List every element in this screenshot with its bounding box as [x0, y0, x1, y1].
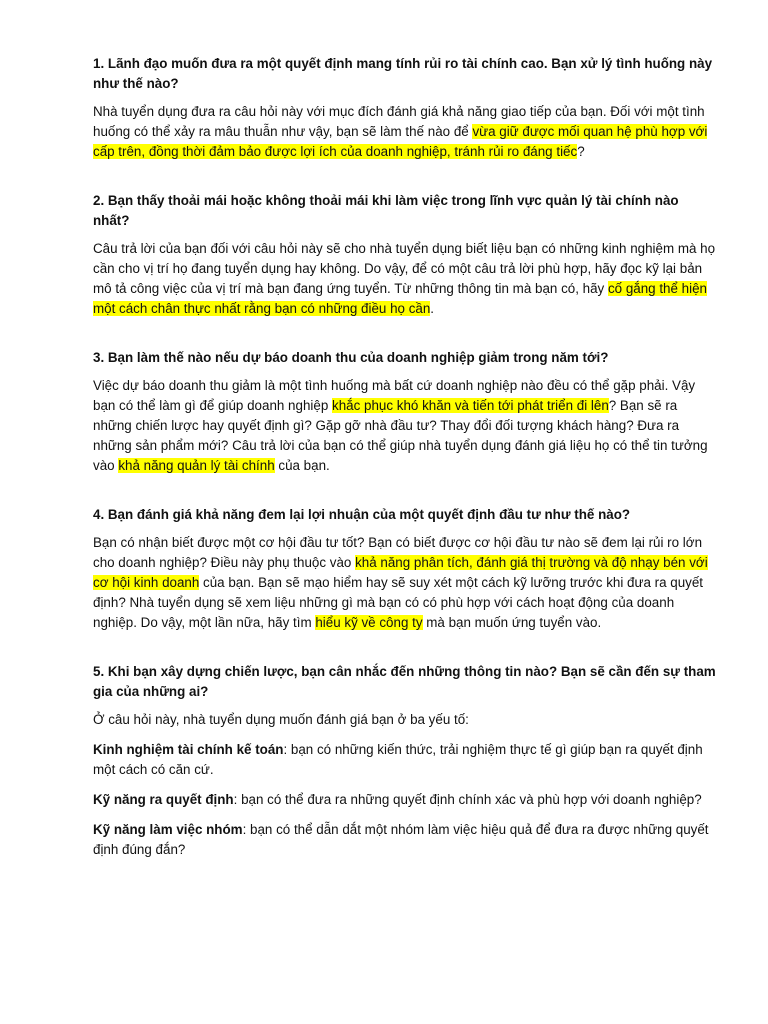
- highlighted-text: khả năng quản lý tài chính: [118, 458, 275, 473]
- text-run: Câu trả lời của bạn đối với câu hỏi này sẽ cho nhà tuyển dụng biết liệu bạn có những kinh nghiệm mà họ cần cho vị trí họ đang tuyển dụng hay không. Do vậy, để có một câu trả lời phù hợp, hãy đọc kỹ lại bản mô tả công việc của vị trí mà bạn đang ứng tuyển. Từ những thông tin mà bạn có, hãy: [93, 241, 716, 296]
- text-run: Việc dự báo doanh thu giảm là một tình huống mà bất cứ doanh nghiệp nào đều có thể gặp phải. Vậy bạn có thể làm gì để giúp doanh nghiệp: [93, 378, 696, 413]
- factor-term: Kỹ năng ra quyết định: [93, 792, 234, 807]
- text-run: ? Bạn sẽ ra những chiến lược hay quyết định gì? Gặp gỡ nhà đầu tư? Thay đổi đối tượng khách hàng? Đưa ra những sản phẩm mới? Câu trả lời của bạn có thể giúp nhà tuyển dụng đánh giá liệu họ có thể tin tưởng vào: [93, 398, 708, 473]
- answer-5-intro: Ở câu hỏi này, nhà tuyển dụng muốn đánh giá bạn ở ba yếu tố:: [93, 712, 469, 727]
- factor-term: Kinh nghiệm tài chính kế toán: [93, 742, 284, 757]
- highlighted-text: cố gắng thể hiện một cách chân thực nhất rằng bạn có những điều họ cần: [93, 281, 707, 316]
- text-run: Nhà tuyển dụng đưa ra câu hỏi này với mục đích đánh giá khả năng giao tiếp của bạn. Đối với một tình huống có thể xảy ra mâu thuẫn như vậy, bạn sẽ làm thế nào để: [93, 104, 705, 139]
- section-4: [93, 505, 716, 633]
- section-3: [93, 348, 716, 476]
- factor-item: [93, 820, 716, 860]
- factor-desc: : bạn có những kiến thức, trải nghiệm thực tế gì giúp bạn ra quyết định một cách có căn cứ.: [93, 742, 703, 777]
- factor-term: Kỹ năng làm việc nhóm: [93, 822, 243, 837]
- factor-item: [93, 740, 716, 780]
- question-2: 2. Bạn thấy thoải mái hoặc không thoải mái khi làm việc trong lĩnh vực quản lý tài chính nào nhất?: [93, 193, 679, 228]
- highlighted-text: khả năng phân tích, đánh giá thị trường và độ nhạy bén với cơ hội kinh doanh: [93, 555, 708, 590]
- highlighted-text: vừa giữ được mối quan hệ phù hợp với cấp trên, đồng thời đảm bảo được lợi ích của doanh nghiệp, tránh rủi ro đáng tiếc: [93, 124, 708, 159]
- text-run: của bạn. Bạn sẽ mạo hiểm hay sẽ suy xét một cách kỹ lưỡng trước khi đưa ra quyết định? Nhà tuyển dụng sẽ xem liệu những gì mà bạn có có phù hợp với cách hoạt động của doanh nghiệp. Do vậy, một lần nữa, hãy tìm: [93, 575, 703, 630]
- section-5: [93, 662, 716, 860]
- factor-item: [93, 790, 716, 810]
- factor-desc: : bạn có thể dẫn dắt một nhóm làm việc hiệu quả để đưa ra được những quyết định đúng đắn?: [93, 822, 709, 857]
- question-5: 5. Khi bạn xây dựng chiến lược, bạn cân nhắc đến những thông tin nào? Bạn sẽ cần đến sự tham gia của những ai?: [93, 664, 716, 699]
- section-1: [93, 54, 716, 162]
- answer-4: [93, 533, 716, 633]
- text-run: ?: [577, 144, 585, 159]
- answer-2: [93, 239, 716, 319]
- text-run: mà bạn muốn ứng tuyển vào.: [422, 615, 602, 630]
- highlighted-text: khắc phục khó khăn và tiến tới phát triển đi lên: [332, 398, 609, 413]
- text-run: của bạn.: [274, 458, 330, 473]
- text-run: .: [430, 301, 435, 316]
- question-1: 1. Lãnh đạo muốn đưa ra một quyết định mang tính rủi ro tài chính cao. Bạn xử lý tình huống này như thế nào?: [93, 56, 713, 91]
- answer-3: [93, 376, 716, 476]
- section-2: [93, 191, 716, 319]
- question-3: 3. Bạn làm thế nào nếu dự báo doanh thu của doanh nghiệp giảm trong năm tới?: [93, 350, 609, 365]
- question-4: 4. Bạn đánh giá khả năng đem lại lợi nhuận của một quyết định đầu tư như thế nào?: [93, 507, 631, 522]
- answer-1: [93, 102, 716, 162]
- highlighted-text: hiểu kỹ về công ty: [315, 615, 423, 630]
- text-run: Bạn có nhận biết được một cơ hội đầu tư tốt? Bạn có biết được cơ hội đầu tư nào sẽ đem lại rủi ro lớn cho doanh nghiệp? Điều này phụ thuộc vào: [93, 535, 703, 570]
- factor-desc: : bạn có thể đưa ra những quyết định chính xác và phù hợp với doanh nghiệp?: [233, 792, 702, 807]
